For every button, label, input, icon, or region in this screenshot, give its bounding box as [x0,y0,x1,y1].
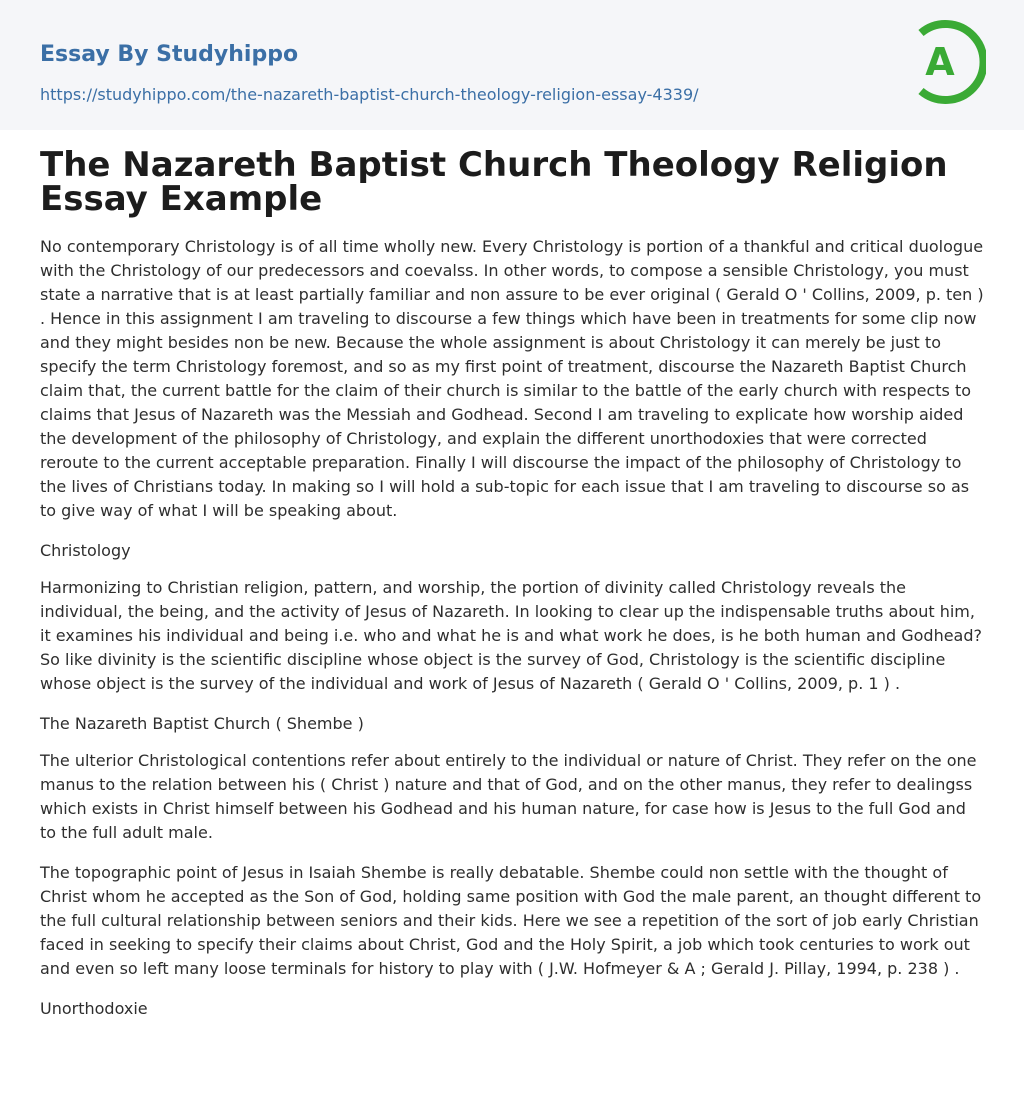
subheading-nazareth-baptist-church: The Nazareth Baptist Church ( Shembe ) [40,714,364,733]
site-header [0,0,1024,130]
paragraph-church-2: The topographic point of Jesus in Isaiah Shembe is really debatable. Shembe could non settle with the thought of Christ whom he accepted as the Son of God, holding same position with God the male parent, an thought different to the full cultural relationship between seniors and their kids. Here we see a repetition of the sort of job early Christian faced in seeking to specify their claims about Christ, God and the Holy Spirit, a job which took centuries to work out and even so left many loose terminals for history to play with ( J.W. Hofmeyer & A ; Gerald J. Pillay, 1994, p. 238 ) . [40,863,982,978]
subheading-unorthodoxie: Unorthodoxie [40,999,148,1018]
studyhippo-logo-icon[interactable] [912,19,986,105]
page-url-link[interactable]: https://studyhippo.com/the-nazareth-baptist-church-theology-religion-essay-4339/ [40,85,699,104]
logo-letter: A [925,40,955,84]
site-brand[interactable]: Essay By Studyhippo [40,42,299,67]
page-title: The Nazareth Baptist Church Theology Religion Essay Example [40,145,948,219]
subheading-christology: Christology [40,541,131,560]
paragraph-christology: Harmonizing to Christian religion, pattern, and worship, the portion of divinity called Christology reveals the individual, the being, and the activity of Jesus of Nazareth. In looking to clear up the indispensable truths about him, it examines his individual and being i.e. who and what he is and what work he does, is he both human and Godhead? So like divinity is the scientific discipline whose object is the survey of God, Christology is the scientific discipline whose object is the survey of the individual and work of Jesus of Nazareth ( Gerald O ' Collins, 2009, p. 1 ) . [40,578,982,693]
article [40,145,985,1021]
paragraph-intro: No contemporary Christology is of all time wholly new. Every Christology is portion of a thankful and critical duologue with the Christology of our predecessors and coevalss. In other words, to compose a sensible Christology, you must state a narrative that is at least partially familiar and non assure to be ever original ( Gerald O ' Collins, 2009, p. ten ) . Hence in this assignment I am traveling to discourse a few things which have been in treatments for some clip now and they might besides non be new. Because the whole assignment is about Christology it can merely be just to specify the term Christology foremost, and so as my first point of treatment, discourse the Nazareth Baptist Church claim that, the current battle for the claim of their church is similar to the battle of the early church with respects to claims that Jesus of Nazareth was the Messiah and Godhead. Second I am traveling to explicate how worship aided the development of the philosophy of Christology, and explain the different unorthodoxies that were corrected reroute to the current acceptable preparation. Finally I will discourse the impact of the philosophy of Christology to the lives of Christians today. In making so I will hold a sub-topic for each issue that I am traveling to discourse so as to give way of what I will be speaking about. [40,237,984,520]
paragraph-church-1: The ulterior Christological contentions refer about entirely to the individual or nature of Christ. They refer on the one manus to the relation between his ( Christ ) nature and that of God, and on the other manus, they refer to dealingss which exists in Christ himself between his Godhead and his human nature, for case how is Jesus to the full God and to the full adult male. [40,751,977,842]
